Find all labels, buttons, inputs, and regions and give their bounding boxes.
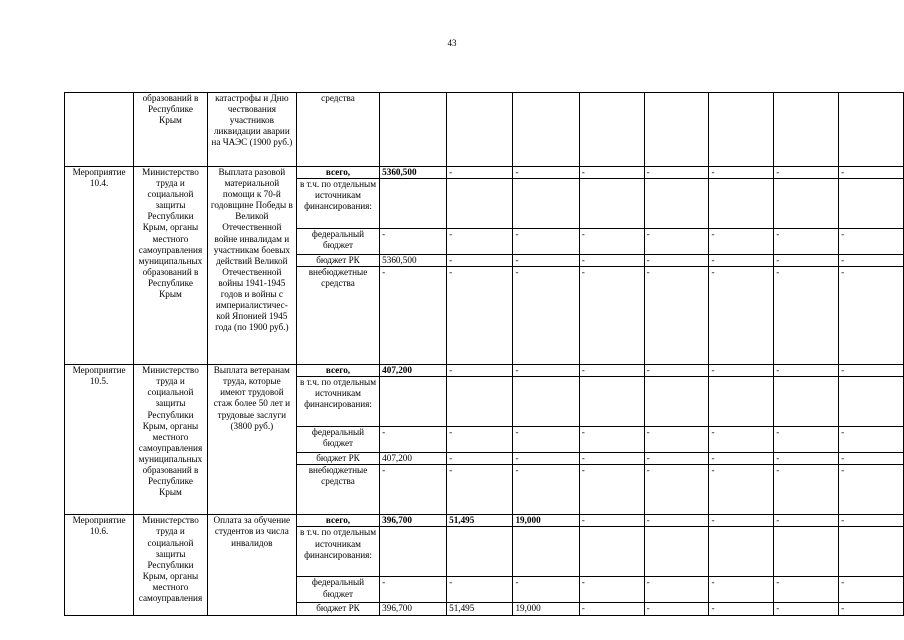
value-cell: - (644, 267, 709, 365)
value-cell: - (774, 167, 839, 179)
measure-name: Мероприятие 10.4. (65, 167, 134, 365)
financing-table (64, 92, 904, 616)
value-cell: - (579, 515, 644, 527)
value-cell: - (774, 267, 839, 365)
value-cell: - (447, 577, 513, 603)
page-number: 43 (447, 38, 457, 48)
value-cell: - (513, 267, 579, 365)
value-cell: - (839, 577, 904, 603)
value-cell: - (513, 167, 579, 179)
value-cell: - (839, 465, 904, 515)
value-cell: - (380, 465, 447, 515)
source-rk-label: бюджет РК (296, 603, 379, 615)
measure-description: Выплата ветеранам труда, которые имеют трудовой стаж более 50 лет и трудовые заслуги (3800 руб.) (207, 365, 296, 515)
source-total-label: всего, (296, 365, 379, 377)
source-federal-label: федеральный бюджет (296, 427, 379, 453)
value-cell: 396,700 (380, 515, 447, 527)
value-cell: - (447, 267, 513, 365)
value-cell: - (380, 577, 447, 603)
value-cell: - (380, 267, 447, 365)
value-cell: - (839, 453, 904, 465)
measure-description: Выплата разовой материальной помощи к 70-й годовщине Победы в Великой Отечественной войне инвалидам и участникам боевых действий Великой Отечественной войны 1941-1945 годов и войны с империалистичес-кой Японией 1945 года (по 1900 руб.) (207, 167, 296, 365)
value-cell: - (644, 365, 709, 377)
measure-executor: Министерство труда и социальной защиты Республики Крым, органы местного самоуправления (134, 515, 208, 615)
value-cell: - (709, 603, 774, 615)
source-rk-label: бюджет РК (296, 255, 379, 267)
value-cell: 19,000 (513, 603, 579, 615)
value-cell: - (839, 515, 904, 527)
value-cell: - (839, 229, 904, 255)
value-cell: - (447, 229, 513, 255)
measure-executor: Министерство труда и социальной защиты Республики Крым, органы местного самоуправления муниципальных образований в Республике Крым (134, 365, 208, 515)
value-cell: - (644, 427, 709, 453)
source-federal-label: федеральный бюджет (296, 229, 379, 255)
value-cell: - (774, 427, 839, 453)
value-cell: - (513, 427, 579, 453)
value-cell: - (579, 427, 644, 453)
value-cell: 51,495 (447, 515, 513, 527)
value-cell: - (774, 465, 839, 515)
value-cell: - (774, 515, 839, 527)
value-cell: - (447, 167, 513, 179)
value-cell: - (709, 365, 774, 377)
measure-executor: Министерство труда и социальной защиты Республики Крым, органы местного самоуправления муниципальных образований в Республике Крым (134, 167, 208, 365)
value-cell: - (513, 453, 579, 465)
source-including-label: в т.ч. по отдельным источникам финансирования: (296, 377, 379, 427)
source-including-label: в т.ч. по отдельным источникам финансирования: (296, 527, 379, 577)
table-row (65, 515, 904, 527)
value-cell: - (579, 267, 644, 365)
value-cell: - (709, 167, 774, 179)
value-cell: - (380, 229, 447, 255)
value-cell: - (447, 255, 513, 267)
value-cell: - (774, 365, 839, 377)
value-cell: - (709, 465, 774, 515)
value-cell: - (513, 365, 579, 377)
value-cell: - (839, 427, 904, 453)
measure-description: Оплата за обучение студентов из числа инвалидов (207, 515, 296, 615)
value-cell: - (774, 577, 839, 603)
carryover-measure-cell (65, 93, 134, 167)
value-cell: - (579, 167, 644, 179)
value-cell: - (447, 453, 513, 465)
value-cell: - (644, 167, 709, 179)
value-cell: - (644, 515, 709, 527)
value-cell: 407,200 (380, 453, 447, 465)
table-row (65, 167, 904, 179)
value-cell: - (709, 577, 774, 603)
value-cell: - (513, 229, 579, 255)
measure-name: Мероприятие 10.6. (65, 515, 134, 615)
value-cell: - (774, 255, 839, 267)
value-cell: - (839, 365, 904, 377)
value-cell: - (644, 603, 709, 615)
value-cell: - (709, 255, 774, 267)
value-cell: - (709, 515, 774, 527)
value-cell: - (579, 465, 644, 515)
value-cell: 5360,500 (380, 255, 447, 267)
value-cell: - (839, 255, 904, 267)
value-cell: - (513, 255, 579, 267)
carryover-description: катастрофы и Дню чествования участников ликвидации аварии на ЧАЭС (1900 руб.) (207, 93, 296, 167)
value-cell: - (447, 365, 513, 377)
source-total-label: всего, (296, 515, 379, 527)
value-cell: - (644, 465, 709, 515)
value-cell: - (380, 427, 447, 453)
value-cell: - (709, 427, 774, 453)
source-including-label: в т.ч. по отдельным источникам финансирования: (296, 179, 379, 229)
value-cell: - (579, 229, 644, 255)
value-cell: - (513, 577, 579, 603)
value-cell: - (839, 267, 904, 365)
value-cell: - (774, 229, 839, 255)
value-cell: - (709, 267, 774, 365)
value-cell: - (447, 465, 513, 515)
source-total-label: всего, (296, 167, 379, 179)
value-cell: 19,000 (513, 515, 579, 527)
value-cell: - (774, 603, 839, 615)
value-cell: - (579, 603, 644, 615)
table-row (65, 365, 904, 377)
source-extra-label: внебюджетные средства (296, 465, 379, 515)
value-cell: - (644, 255, 709, 267)
source-extra-label: внебюджетные средства (296, 267, 379, 365)
carryover-source: средства (296, 93, 379, 167)
source-federal-label: федеральный бюджет (296, 577, 379, 603)
value-cell: - (644, 229, 709, 255)
value-cell: - (579, 577, 644, 603)
measure-name: Мероприятие 10.5. (65, 365, 134, 515)
value-cell: 51,495 (447, 603, 513, 615)
value-cell: 407,200 (380, 365, 447, 377)
value-cell: - (579, 255, 644, 267)
value-cell: - (513, 465, 579, 515)
value-cell: 5360,500 (380, 167, 447, 179)
value-cell: - (839, 167, 904, 179)
carryover-row (65, 93, 904, 167)
value-cell: - (774, 453, 839, 465)
carryover-executor: образований в Республике Крым (134, 93, 208, 167)
value-cell: - (579, 453, 644, 465)
value-cell: - (709, 453, 774, 465)
value-cell: 396,700 (380, 603, 447, 615)
value-cell: - (644, 453, 709, 465)
value-cell: - (579, 365, 644, 377)
value-cell: - (447, 427, 513, 453)
value-cell: - (644, 577, 709, 603)
value-cell: - (709, 229, 774, 255)
value-cell: - (839, 603, 904, 615)
source-rk-label: бюджет РК (296, 453, 379, 465)
